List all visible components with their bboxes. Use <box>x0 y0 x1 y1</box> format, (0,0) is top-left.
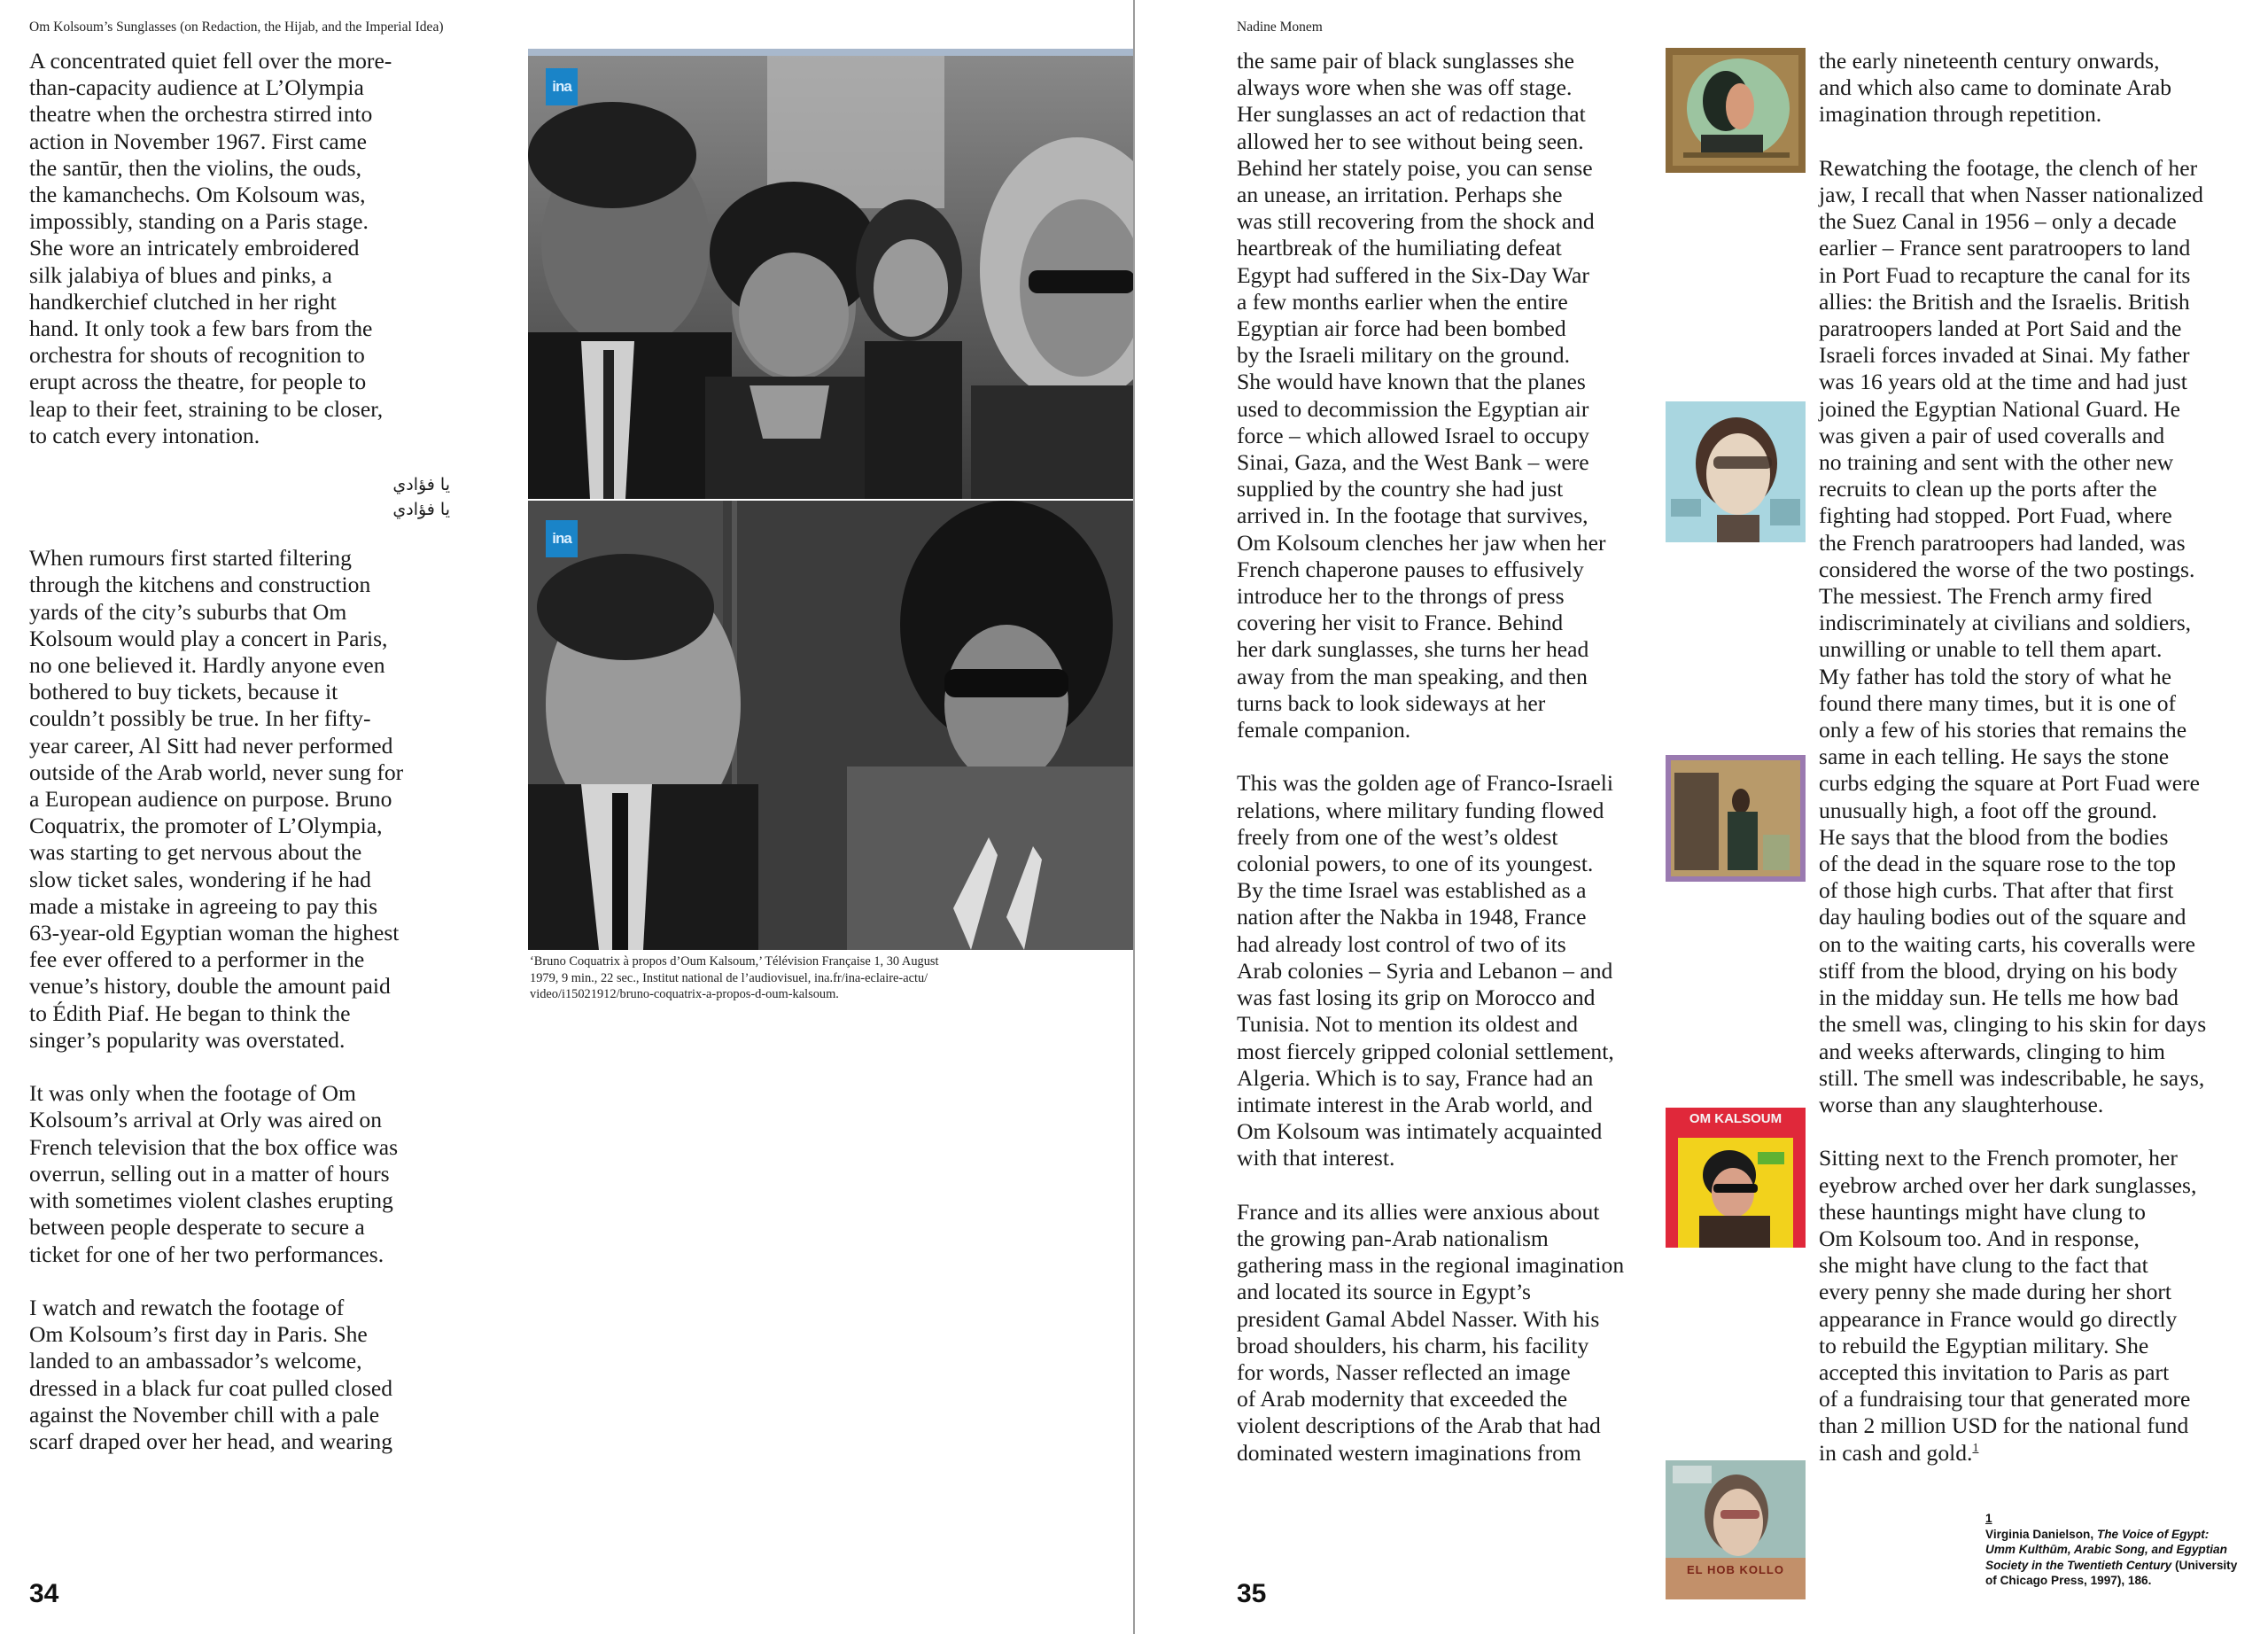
ina-logo: ina <box>546 520 578 557</box>
ina-logo: ina <box>546 68 578 105</box>
paragraph: When rumours first started filtering through the kitchens and construction yards of the city’s suburbs that Om Kolsoum would play a concert in Paris, no one believed it. Hardly anyone even bothered to buy tickets, because it couldn’t possibly be true. In her fifty- year career, Al Sitt had never performed outside of the Arab world, never sung for a European audience on purpose. Bruno Coquatrix, the promoter of L’Olympia, was starting to get nervous about the slow ticket sales, wondering if he had made a mistake in agreeing to pay this 63-year-old Egyptian woman the highest fee ever offered to a performer in the venue’s history, double the amount paid to Édith Piaf. He began to think the singer’s popularity was overstated. <box>29 545 404 1053</box>
right-body-column-1 <box>1237 48 1662 1493</box>
album-cover-illustration <box>1666 48 1806 173</box>
paragraph: This was the golden age of Franco-Israeli relations, where military funding flowed freely from one of the west’s oldest colonial powers, to one of its youngest. By the time Israel was established as a nation after the Nakba in 1948, France had already lost control of two of its Arab colonies – Syria and Lebanon – and was fast losing its grip on Morocco and Tunisia. Not to mention its oldest and most fiercely gripped colonial settlement, Algeria. Which is to say, France had an intimate interest in the Arab world, and Om Kolsoum was intimately acquainted with that interest. <box>1237 770 1614 1171</box>
photo-illustration <box>528 501 1133 950</box>
album-cover-illustration <box>1666 1108 1806 1248</box>
album-cover-sunglasses-portrait <box>1666 401 1806 542</box>
paragraph: Rewatching the footage, the clench of her jaw, I recall that when Nasser nationalized the Suez Canal in 1956 – only a decade earlier – France sent paratroopers to land in Port Fuad to recapture the canal for its allies: the British and the Israelis. British paratroopers landed at Port Said and the Israeli forces invaded at Sinai. My father was 16 years old at the time and had just joined the Egyptian National Guard. He was given a pair of used coveralls and no training and sent with the other new recruits to clean up the ports after the fighting had stopped. Port Fuad, where the French paratroopers had landed, was considered the worse of the two postings. The messiest. The French army fired indiscriminately at civilians and soldiers, unwilling or unable to tell them apart. My father has told the story of what he found there many times, but it is one of only a few of his stories that remains the same in each telling. He says the stone curbs edging the square at Port Fuad were unusually high, a foot off the ground. He says that the blood from the bodies of the dead in the square rose to the top of those high curbs. That after that first day hauling bodies out of the square and on to the waiting carts, his coveralls were stiff from the blood, drying on his body in the midday sun. He tells me how bad the smell was, clinging to his skin for days and weeks afterwards, clinging to him still. The smell was indescribable, he says, worse than any slaughterhouse. <box>1819 154 2207 1117</box>
paragraph: It was only when the footage of Om Kolsoum’s arrival at Orly was aired on French television that the box office was overrun, selling out in a matter of hours with sometimes violent clashes erupting between people desperate to secure a ticket for one of her two performances. <box>29 1080 399 1267</box>
album-cover-title: EL HOB KOLLO <box>1687 1563 1784 1576</box>
photo-arrival-at-orly <box>528 49 1133 499</box>
album-cover-stage-performance <box>1666 755 1806 882</box>
page-number-right: 35 <box>1237 1579 1267 1608</box>
running-head-title: Om Kolsoum’s Sunglasses (on Redaction, the Hijab, and the Imperial Idea) <box>29 19 444 35</box>
footnote <box>1985 1511 2242 1589</box>
paragraph: the same pair of black sunglasses she always wore when she was off stage. Her sunglasses an act of redaction that allowed her to see without being seen. Behind her stately poise, you can sense an unease, an irritation. Perhaps she was still recovering from the shock and heartbreak of the humiliating defeat Egypt had suffered in the Six-Day War a few months earlier when the entire Egyptian air force had been bombed by the Israeli military on the ground. She would have known that the planes used to decommission the Egyptian air force – which allowed Israel to occupy Sinai, Gaza, and the West Bank – were supplied by the country she had just arrived in. In the footage that survives, Om Kolsoum clenches her jaw when her French chaperone pauses to effusively introduce her to the throngs of press covering her visit to France. Behind her dark sunglasses, she turns her head away from the man speaking, and then turns back to look sideways at her female companion. <box>1237 48 1606 743</box>
left-body-column <box>29 48 490 1482</box>
album-cover-el-hob-kollo <box>1666 1460 1806 1599</box>
paragraph: the early nineteenth century onwards, and which also came to dominate Arab imagination through repetition. <box>1819 48 2172 128</box>
photo-coquatrix-and-om-kolsoum <box>528 501 1133 950</box>
album-cover-illustration <box>1666 401 1806 542</box>
album-cover-title: OM KALSOUM <box>1689 1111 1783 1126</box>
album-cover-illustration <box>1666 755 1806 882</box>
footnote-publication: (University of Chicago Press, 1997), 186. <box>1985 1558 2238 1587</box>
paragraph-text: Sitting next to the French promoter, her eyebrow arched over her dark sunglasses, these hauntings might have clung to Om Kolsoum too. And in response, she might have clung to the fact that every penny she made during her short appearance in France would go directly to rebuild the Egyptian military. She accepted this invitation to Paris as part of a fundraising tour that generated more than 2 million USD for the national fund in cash and gold. <box>1819 1145 2197 1466</box>
page-number-left: 34 <box>29 1579 59 1608</box>
running-head-author: Nadine Monem <box>1237 19 1323 35</box>
paragraph: A concentrated quiet fell over the more- than-capacity audience at L’Olympia theatre when the orchestra stirred into action in November 1967. First came the santūr, then the violins, the ouds, the kamanchechs. Om Kolsoum was, impossibly, standing on a Paris stage. She wore an intricately embroidered silk jalabiya of blues and pinks, a handkerchief clutched in her right hand. It only took a few bars from the orchestra for shouts of recognition to erupt across the theatre, for people to leap to their feet, straining to be closer, to catch every intonation. <box>29 48 392 448</box>
paragraph: I watch and rewatch the footage of Om Kolsoum’s first day in Paris. She landed to an ambassador’s welcome, dressed in a black fur coat pulled closed against the November chill with a pale scarf draped over her head, and wearing <box>29 1294 393 1454</box>
page-gutter-divider <box>1133 0 1135 1634</box>
photo-illustration <box>528 49 1133 499</box>
footnote-marker[interactable]: 1 <box>1972 1441 1979 1455</box>
paragraph: France and its allies were anxious about the growing pan-Arab nationalism gathering mass in the regional imagination and located its source in Egypt’s president Gamal Abdel Nasser. With his broad shoulders, his charm, his facility for words, Nasser reflected an image of Arab modernity that exceeded the violent descriptions of the Arab that had dominated western imaginations from <box>1237 1198 1625 1466</box>
footnote-number: 1 <box>1985 1512 1992 1525</box>
footnote-author: Virginia Danielson, <box>1985 1527 2097 1541</box>
album-cover-illustration <box>1666 1460 1806 1599</box>
photo-caption: ‘Bruno Coquatrix à propos d’Oum Kalsoum,’ Télévision Française 1, 30 August 1979, 9 min., 22 sec., Institut national de l’audiovisuel, ina.fr/ina-eclaire-actu/ video/i15021912/bruno-coquatrix-a-propos-d-oum-kalsoum. <box>530 954 939 1001</box>
paragraph <box>1819 1145 2262 1466</box>
footnote-title: The Voice of Egypt: Umm Kulthūm, Arabic Song, and Egyptian Society in the Twentieth Century <box>1985 1527 2227 1572</box>
arabic-verse: يا فؤادي يا فؤادي <box>392 475 450 520</box>
right-body-column-2 <box>1819 48 2262 1467</box>
album-cover-om-kalsoum <box>1666 1108 1806 1248</box>
album-cover-profile-portrait <box>1666 48 1806 173</box>
